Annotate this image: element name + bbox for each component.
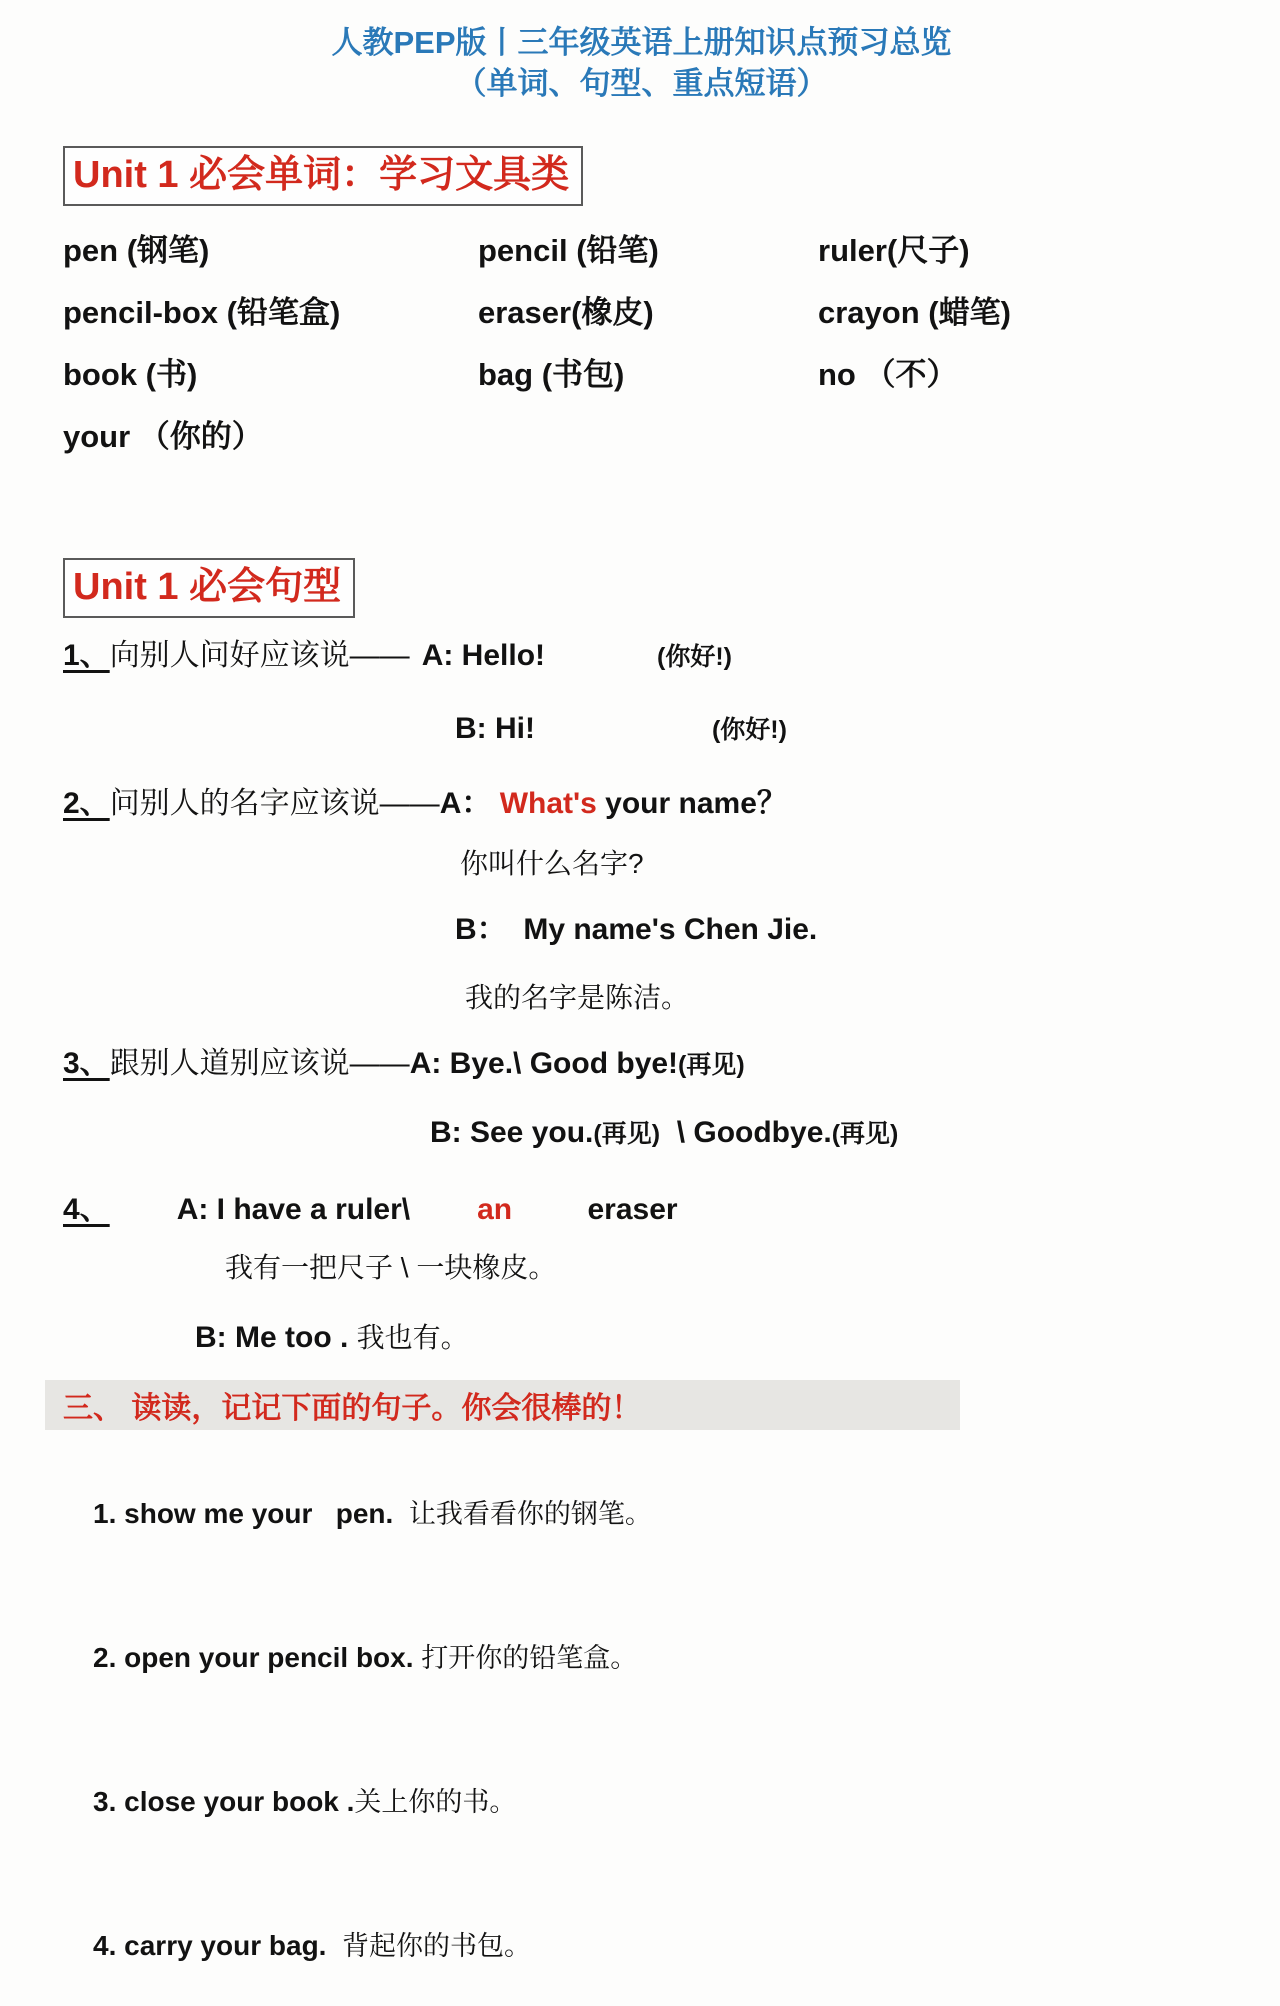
dialogue-b-note1: (再见)	[593, 1120, 661, 1148]
page-title-line2: （单词、句型、重点短语）	[455, 66, 828, 101]
pattern-item-4-translation-a: 我有一把尺子 \ 一块橡皮。	[225, 1252, 557, 1283]
pattern-item-2-line-b	[63, 908, 1220, 952]
patterns-section-header: Unit 1 必会句型	[63, 558, 355, 618]
page-title	[63, 22, 1220, 104]
pattern-item-1-line-a	[63, 634, 1220, 679]
practice-sentence-zh: 让我看看你的钢笔。	[408, 1499, 652, 1529]
dialogue-b: B: Me too .	[195, 1321, 357, 1354]
item-number: 1、	[63, 639, 110, 672]
practice-sentence-zh: 打开你的铅笔盒。	[421, 1643, 638, 1673]
dialogue-a-note: (你好!)	[657, 643, 732, 671]
vocab-section-header: Unit 1 必会单词：学习文具类	[63, 146, 583, 206]
item-number: 2、	[63, 787, 110, 820]
vocab-word: eraser(橡皮)	[478, 294, 654, 330]
vocab-word: book (书)	[63, 356, 198, 392]
practice-sentence-zh: 关上你的书。	[354, 1787, 517, 1817]
vocab-word: pencil-box (铅笔盒)	[63, 294, 341, 330]
vocab-word: pencil (铅笔)	[478, 232, 659, 268]
item-number: 4、	[63, 1193, 110, 1226]
vocab-word-list	[63, 216, 1220, 464]
practice-item-1	[63, 1454, 1220, 1574]
dialogue-b-note2: (再见)	[831, 1120, 899, 1148]
practice-sentence-en: 2. open your pencil box.	[93, 1642, 422, 1673]
dialogue-a: A: Hello!	[421, 639, 546, 672]
pattern-item-3-line-a	[63, 1042, 1220, 1087]
item-prompt: 问别人的名字应该说——	[109, 787, 440, 820]
practice-sentence-zh: 背起你的书包。	[342, 1931, 532, 1961]
page-title-line1: 人教PEP版丨三年级英语上册知识点预习总览	[331, 25, 952, 60]
pattern-item-3-line-b	[63, 1111, 1220, 1156]
item-prompt: 跟别人道别应该说——	[109, 1047, 410, 1080]
item-number: 3、	[63, 1047, 110, 1080]
pattern-item-1-line-b	[63, 707, 1220, 752]
pattern-item-2-translation-b: 我的名字是陈洁。	[465, 982, 690, 1013]
item-prompt: 向别人问好应该说——	[109, 639, 410, 672]
vocab-word: ruler(尺子)	[818, 232, 970, 268]
dialogue-b-translation: 我也有。	[356, 1322, 469, 1353]
practice-item-2	[63, 1598, 1220, 1718]
dialogue-a-prefix: A: I have a ruler\	[176, 1193, 411, 1226]
dialogue-a-note: (再见)	[678, 1051, 745, 1079]
pattern-item-2-line-a	[63, 782, 1220, 826]
dialogue-b: B： My name's Chen Jie.	[455, 913, 818, 946]
practice-sentence-en: 3. close your book .	[93, 1786, 355, 1817]
dialogue-b: B: Hi!	[455, 712, 535, 745]
vocab-word: no （不）	[818, 356, 958, 392]
pattern-item-4-line-b	[63, 1316, 1220, 1360]
vocab-word: bag (书包)	[478, 356, 625, 392]
dialogue-b-part2: \ Goodbye.	[660, 1116, 832, 1149]
dialogue-a-rest: eraser	[579, 1193, 678, 1226]
dialogue-a-highlight: What's	[499, 787, 597, 820]
vocab-word: pen (钢笔)	[63, 232, 210, 268]
dialogue-a: A: Bye.\ Good bye!	[409, 1047, 679, 1080]
dialogue-b-part1: B: See you.	[430, 1116, 594, 1149]
pattern-item-2-translation-a: 你叫什么名字?	[460, 848, 644, 879]
practice-section-header: 三、 读读，记记下面的句子。你会很棒的！	[45, 1380, 960, 1430]
dialogue-a-highlight: an	[477, 1193, 513, 1226]
practice-item-3	[63, 1742, 1220, 1862]
pattern-item-4-line-a	[63, 1188, 1220, 1232]
dialogue-b-note: (你好!)	[711, 716, 787, 744]
practice-item-4	[63, 1886, 1220, 2006]
practice-sentence-en: 1. show me your pen.	[93, 1498, 409, 1529]
vocab-word: your （你的）	[63, 418, 263, 454]
practice-sentence-en: 4. carry your bag.	[93, 1930, 343, 1961]
vocab-word: crayon (蜡笔)	[818, 294, 1011, 330]
dialogue-a-prefix: A：	[439, 787, 500, 820]
dialogue-a-rest: your name？	[596, 787, 787, 820]
